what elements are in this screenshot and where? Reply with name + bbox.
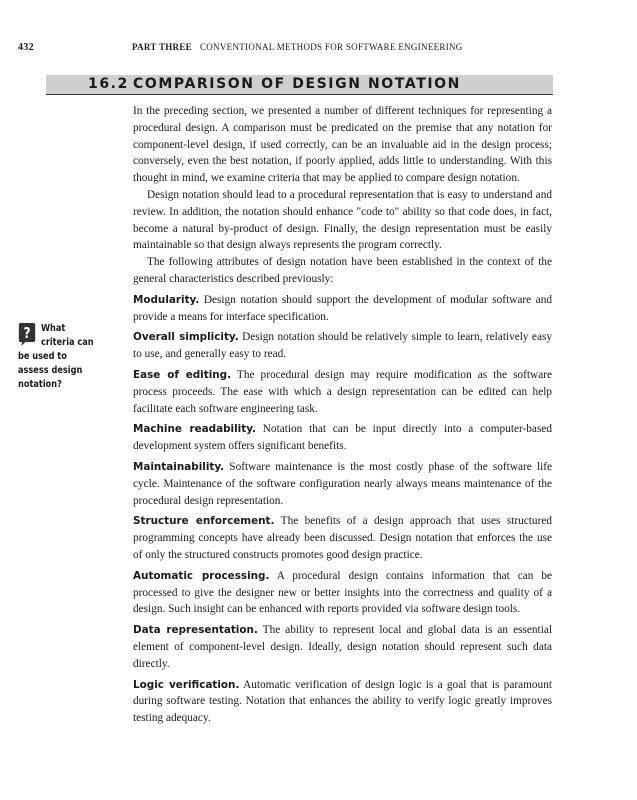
page-number: 432 bbox=[18, 42, 34, 53]
paragraph-intro: In the preceding section, we presented a number of different techniques for representing a procedural design. A comparison must be predicated on the premise that any notation for component-level design, if used correctly, can be an invaluable aid in the design process; conversely, even the best notation, if poorly applied, adds little to understanding. With this thought in mind, we examine criteria that may be applied to compare design notation. bbox=[133, 105, 552, 185]
margin-note bbox=[18, 322, 100, 392]
margin-note-text: What criteria can be used to assess design notation? bbox=[18, 323, 94, 390]
attribute-text: Design notation should be relatively simple to learn, relatively easy to use, and generally easy to read. bbox=[133, 331, 553, 361]
attribute-text: Software maintenance is the most costly phase of the software life cycle. Maintenance of the software configuration nearly always means maintenance of the procedural design representation. bbox=[133, 460, 552, 507]
attribute-automatic-processing bbox=[133, 568, 552, 618]
attribute-text: Automatic verification of design logic is a goal that is paramount during software testing. Notation that enhances the ability to verify logic greatly improves testing adequacy. bbox=[133, 678, 552, 725]
attribute-text: The ability to represent local and global data is an essential element of component-level design. Ideally, design notation should represent such data directly. bbox=[133, 624, 552, 670]
attribute-ease-of-editing bbox=[133, 367, 552, 417]
section-heading-bar bbox=[46, 75, 553, 95]
attribute-data-representation bbox=[133, 622, 552, 672]
attribute-modularity bbox=[133, 292, 552, 326]
attribute-machine-readability bbox=[133, 421, 552, 455]
attribute-title: Machine readability. bbox=[133, 423, 256, 436]
section-number: 16.2 bbox=[88, 76, 129, 92]
attribute-text: Notation that can be input directly into a computer-based development system offers significant benefits. bbox=[133, 423, 553, 453]
part-title: CONVENTIONAL METHODS FOR SOFTWARE ENGINEERING bbox=[199, 42, 463, 52]
part-heading bbox=[132, 42, 463, 52]
attribute-logic-verification bbox=[133, 677, 552, 727]
question-mark-icon bbox=[18, 321, 36, 347]
part-label: PART THREE bbox=[132, 42, 192, 52]
attribute-title: Maintainability. bbox=[133, 460, 225, 473]
attribute-structure-enforcement bbox=[133, 513, 552, 563]
attribute-title: Modularity. bbox=[133, 293, 200, 306]
attribute-text: The procedural design may require modification as the software process proceeds. The ease with which a design representation can be edited can help facilitate each software engineering task. bbox=[133, 368, 553, 415]
attribute-maintainability bbox=[133, 459, 552, 509]
paragraph-attributes-intro: The following attributes of design notation have been established in the context of the general characteristics described previously: bbox=[133, 256, 552, 285]
attribute-text: A procedural design contains information that can be processed to give the designer new or better insights into the correctness and quality of a design. Such insight can be enhanced with reports provided via software design tools. bbox=[133, 569, 552, 616]
attribute-title: Data representation. bbox=[133, 624, 258, 637]
svg-text:?: ? bbox=[23, 324, 31, 343]
attribute-overall-simplicity bbox=[133, 329, 552, 363]
body-text bbox=[133, 103, 552, 727]
attribute-text: The benefits of a design approach that uses structured programming concepts have already been discussed. Design notation that enforces the use of only the structured constructs promotes good design practice. bbox=[133, 515, 552, 561]
attribute-title: Logic verification. bbox=[133, 678, 240, 691]
section-title: COMPARISON OF DESIGN NOTATION bbox=[133, 76, 461, 92]
attribute-title: Structure enforcement. bbox=[133, 515, 275, 528]
paragraph-design-notation: Design notation should lead to a procedural representation that is easy to understand and review. In addition, the notation should enhance "code to" ability so that code does, in fact, become a natural by-product of design. Finally, the design representation must be easily maintainable so that design always represents the program correctly. bbox=[133, 188, 552, 252]
attribute-title: Overall simplicity. bbox=[133, 331, 239, 344]
attribute-title: Automatic processing. bbox=[133, 569, 270, 582]
attribute-title: Ease of editing. bbox=[133, 368, 232, 381]
attribute-text: Design notation should support the development of modular software and provide a means for interface specification. bbox=[133, 293, 552, 323]
